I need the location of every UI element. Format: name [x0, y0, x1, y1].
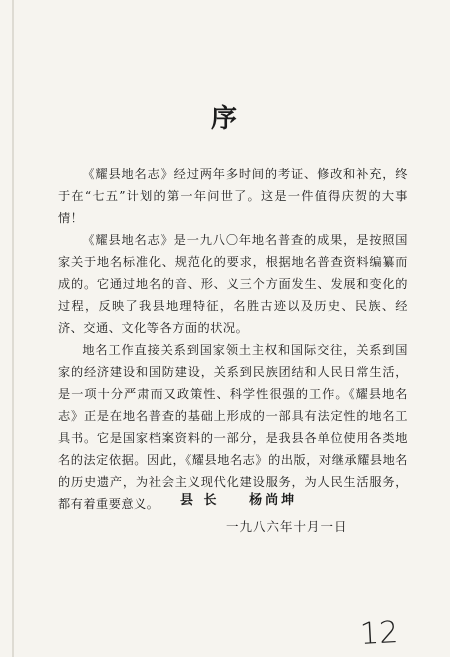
- preface-body: [58, 163, 408, 515]
- page-title: 序: [210, 104, 239, 134]
- signature: [180, 489, 297, 508]
- signature-date: 一九八六年十月一日: [226, 519, 348, 534]
- paragraph-2: 《耀县地名志》是一九八〇年地名普查的成果，是按照国家关于地名标准化、规范化的要求，根据地名普查资料编纂而成的。它通过地名的音、形、义三个方面发生、发展和变化的过程，反映了我县地理特征，名胜古迹以及历史、民族、经济、交通、文化等各方面的状况。: [58, 233, 408, 335]
- paragraph-3: 地名工作直接关系到国家领土主权和国际交往，关系到国家的经济建设和国防建设，关系到民族团结和人民日常生活，是一项十分严肃而又政策性、科学性很强的工作。《耀县地名志》正是在地名普查的基础上形成的一部具有法定性的地名工具书。它是国家档案资料的一部分，是我县各单位使用各类地名的法定依据。因此，《耀县地名志》的出版，对继承耀县地名的历史遗产，为社会主义现代化建设服务，为人民生活服务，都有着重要意义。: [58, 343, 408, 511]
- signature-name: 杨尚坤: [249, 493, 298, 508]
- paragraph-1: 《耀县地名志》经过两年多时间的考证、修改和补充，终于在“七五”计划的第一年问世了。这是一件值得庆贺的大事情！: [58, 167, 408, 225]
- handwritten-page-number: 12: [358, 615, 399, 652]
- signature-role: 县 长: [180, 493, 220, 508]
